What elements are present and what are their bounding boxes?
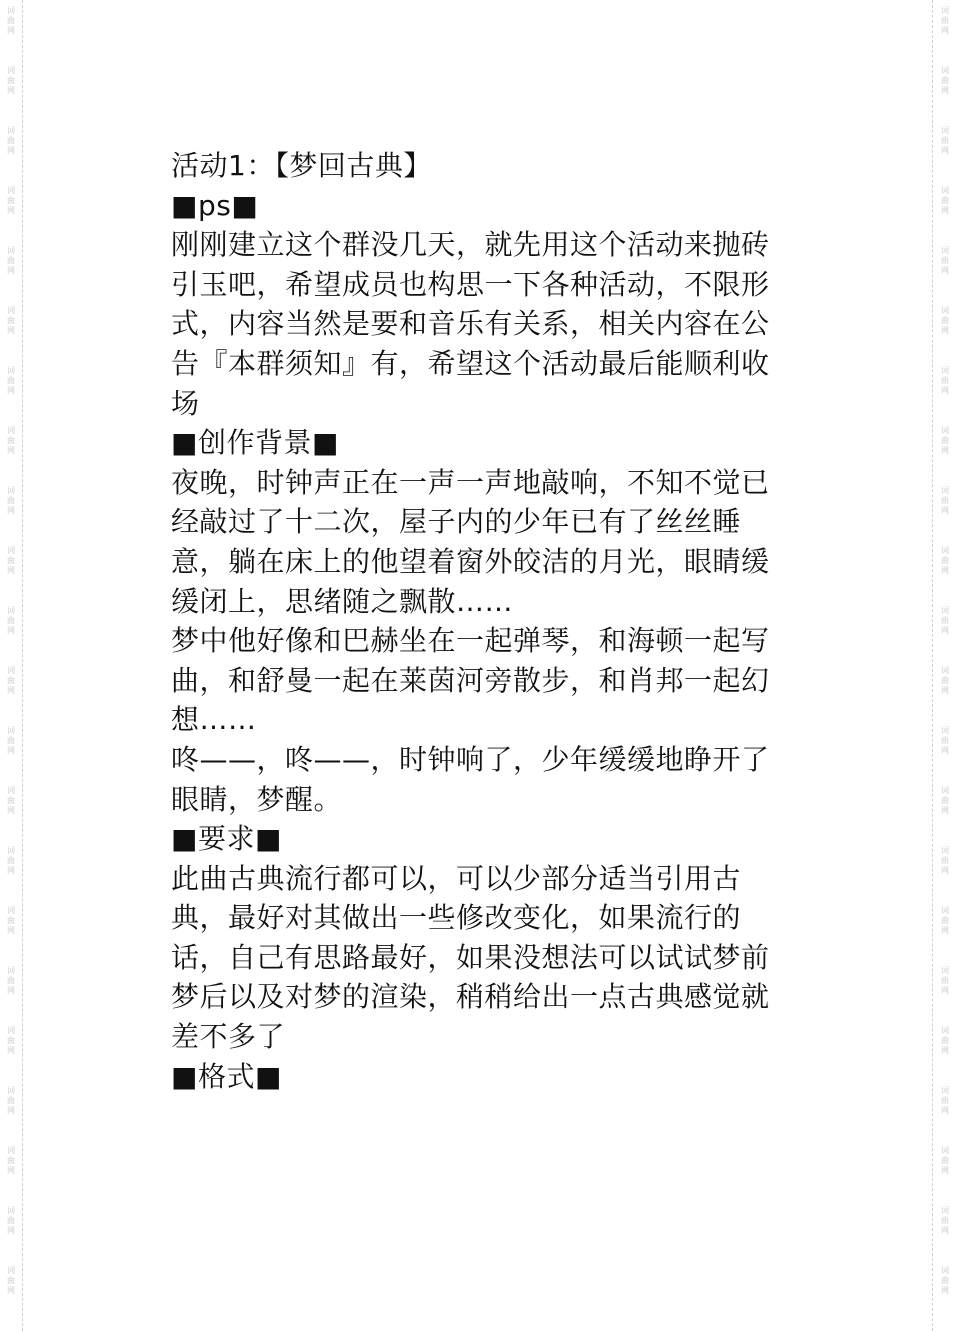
watermark-stamp: [3, 1206, 19, 1236]
watermark-char: 曲: [7, 1276, 15, 1285]
watermark-char: 曲: [7, 556, 15, 565]
watermark-char: 网: [7, 386, 15, 395]
watermark-stamp: [937, 1026, 953, 1056]
watermark-char: 词: [7, 1146, 15, 1155]
watermark-char: 网: [7, 86, 15, 95]
right-margin-rule: [932, 0, 933, 1331]
watermark-char: 网: [7, 806, 15, 815]
watermark-char: 网: [7, 506, 15, 515]
watermark-stamp: [937, 906, 953, 936]
watermark-char: 曲: [941, 436, 949, 445]
watermark-char: 曲: [7, 436, 15, 445]
watermark-char: 曲: [941, 1096, 949, 1105]
watermark-char: 网: [941, 86, 949, 95]
watermark-char: 网: [7, 446, 15, 455]
watermark-char: 曲: [7, 376, 15, 385]
watermark-char: 网: [941, 206, 949, 215]
watermark-char: 网: [941, 1286, 949, 1295]
watermark-char: 曲: [941, 196, 949, 205]
watermark-stamp: [937, 966, 953, 996]
left-margin-rule: [22, 0, 23, 1331]
left-watermark-column: [3, 0, 19, 1331]
watermark-stamp: [3, 366, 19, 396]
watermark-char: 词: [941, 846, 949, 855]
watermark-char: 网: [7, 866, 15, 875]
watermark-char: 曲: [7, 136, 15, 145]
watermark-char: 词: [7, 546, 15, 555]
watermark-char: 词: [941, 1206, 949, 1215]
watermark-char: 网: [941, 1106, 949, 1115]
watermark-stamp: [3, 246, 19, 276]
watermark-char: 网: [7, 1226, 15, 1235]
paragraph-background-3: 咚——，咚——，时钟响了，少年缓缓地睁开了眼睛，梦醒。: [171, 742, 770, 816]
watermark-char: 词: [941, 606, 949, 615]
watermark-char: 曲: [941, 976, 949, 985]
watermark-stamp: [3, 786, 19, 816]
watermark-stamp: [937, 126, 953, 156]
watermark-char: 词: [941, 1026, 949, 1035]
watermark-stamp: [3, 1266, 19, 1296]
paragraph-ps: 刚刚建立这个群没几天，就先用这个活动来抛砖引玉吧，希望成员也构思一下各种活动，不限形式，内容当然是要和音乐有关系，相关内容在公告『本群须知』有，希望这个活动最后能顺利收场: [171, 228, 770, 420]
watermark-char: 词: [941, 66, 949, 75]
watermark-stamp: [937, 786, 953, 816]
watermark-char: 网: [7, 146, 15, 155]
watermark-char: 曲: [941, 676, 949, 685]
watermark-char: 网: [941, 686, 949, 695]
watermark-char: 曲: [941, 916, 949, 925]
paragraph-background-2: 梦中他好像和巴赫坐在一起弹琴，和海顿一起写曲，和舒曼一起在莱茵河旁散步，和肖邦一起幻想……: [171, 624, 770, 737]
watermark-char: 词: [7, 1206, 15, 1215]
watermark-char: 曲: [941, 496, 949, 505]
watermark-char: 曲: [7, 976, 15, 985]
watermark-stamp: [937, 486, 953, 516]
watermark-char: 曲: [941, 1156, 949, 1165]
watermark-char: 曲: [7, 676, 15, 685]
watermark-char: 词: [941, 966, 949, 975]
watermark-char: 曲: [7, 796, 15, 805]
watermark-stamp: [937, 1146, 953, 1176]
watermark-char: 曲: [941, 76, 949, 85]
watermark-stamp: [937, 546, 953, 576]
watermark-stamp: [3, 966, 19, 996]
watermark-stamp: [3, 1146, 19, 1176]
watermark-char: 网: [941, 326, 949, 335]
watermark-char: 曲: [941, 796, 949, 805]
watermark-stamp: [937, 606, 953, 636]
watermark-char: 词: [7, 786, 15, 795]
watermark-char: 曲: [941, 856, 949, 865]
watermark-char: 词: [941, 366, 949, 375]
watermark-char: 词: [7, 126, 15, 135]
watermark-char: 词: [941, 906, 949, 915]
watermark-char: 曲: [941, 136, 949, 145]
watermark-char: 网: [941, 26, 949, 35]
watermark-stamp: [3, 1086, 19, 1116]
watermark-char: 网: [941, 1226, 949, 1235]
watermark-char: 词: [941, 726, 949, 735]
watermark-char: 词: [7, 186, 15, 195]
watermark-char: 曲: [7, 316, 15, 325]
watermark-char: 网: [7, 926, 15, 935]
watermark-stamp: [3, 486, 19, 516]
watermark-char: 词: [941, 246, 949, 255]
watermark-char: 词: [941, 306, 949, 315]
watermark-char: 曲: [7, 256, 15, 265]
watermark-char: 曲: [941, 256, 949, 265]
watermark-char: 曲: [7, 916, 15, 925]
watermark-char: 网: [941, 1166, 949, 1175]
watermark-stamp: [3, 666, 19, 696]
watermark-char: 词: [941, 546, 949, 555]
watermark-stamp: [937, 1266, 953, 1296]
watermark-char: 网: [7, 266, 15, 275]
watermark-stamp: [937, 1206, 953, 1236]
watermark-char: 词: [7, 906, 15, 915]
watermark-char: 词: [7, 846, 15, 855]
watermark-char: 曲: [7, 1216, 15, 1225]
watermark-char: 词: [7, 1266, 15, 1275]
watermark-stamp: [3, 126, 19, 156]
watermark-stamp: [937, 366, 953, 396]
watermark-char: 网: [7, 206, 15, 215]
watermark-char: 词: [7, 966, 15, 975]
watermark-char: 网: [941, 1046, 949, 1055]
watermark-char: 网: [7, 626, 15, 635]
watermark-stamp: [937, 246, 953, 276]
watermark-stamp: [937, 186, 953, 216]
watermark-char: 曲: [941, 376, 949, 385]
watermark-stamp: [937, 426, 953, 456]
watermark-stamp: [937, 66, 953, 96]
watermark-char: 曲: [941, 316, 949, 325]
watermark-char: 词: [7, 306, 15, 315]
document-body: [171, 146, 781, 1096]
watermark-char: 网: [941, 926, 949, 935]
watermark-char: 曲: [7, 856, 15, 865]
watermark-char: 网: [7, 1046, 15, 1055]
watermark-char: 词: [7, 66, 15, 75]
watermark-char: 词: [941, 126, 949, 135]
watermark-char: 网: [7, 566, 15, 575]
watermark-char: 词: [941, 786, 949, 795]
watermark-stamp: [3, 306, 19, 336]
watermark-stamp: [3, 426, 19, 456]
watermark-char: 词: [7, 486, 15, 495]
watermark-char: 网: [7, 1166, 15, 1175]
watermark-stamp: [3, 66, 19, 96]
watermark-char: 曲: [7, 1096, 15, 1105]
watermark-char: 网: [7, 986, 15, 995]
watermark-char: 词: [7, 666, 15, 675]
watermark-char: 曲: [941, 1036, 949, 1045]
watermark-char: 曲: [941, 1216, 949, 1225]
watermark-char: 词: [7, 246, 15, 255]
watermark-char: 网: [941, 626, 949, 635]
watermark-char: 曲: [7, 496, 15, 505]
watermark-char: 网: [941, 506, 949, 515]
watermark-char: 曲: [941, 16, 949, 25]
watermark-char: 网: [941, 146, 949, 155]
watermark-char: 曲: [7, 196, 15, 205]
watermark-stamp: [3, 606, 19, 636]
watermark-stamp: [3, 1026, 19, 1056]
watermark-char: 网: [941, 566, 949, 575]
watermark-char: 网: [7, 1106, 15, 1115]
activity-title: 活动1：【梦回古典】: [171, 149, 432, 182]
watermark-char: 网: [941, 386, 949, 395]
watermark-char: 词: [7, 366, 15, 375]
watermark-char: 曲: [941, 1276, 949, 1285]
paragraph-requirements: 此曲古典流行都可以，可以少部分适当引用古典，最好对其做出一些修改变化，如果流行的话，自己有思路最好，如果没想法可以试试梦前梦后以及对梦的渲染，稍稍给出一点古典感觉就差不多了: [171, 861, 770, 1054]
watermark-stamp: [937, 846, 953, 876]
watermark-stamp: [937, 726, 953, 756]
watermark-char: 网: [7, 746, 15, 755]
watermark-char: 曲: [941, 736, 949, 745]
watermark-stamp: [937, 666, 953, 696]
watermark-stamp: [3, 726, 19, 756]
watermark-char: 网: [7, 686, 15, 695]
watermark-char: 网: [941, 266, 949, 275]
watermark-char: 网: [7, 1286, 15, 1295]
watermark-char: 词: [941, 1146, 949, 1155]
watermark-stamp: [937, 6, 953, 36]
section-heading-ps: ■ps■: [171, 188, 259, 222]
watermark-stamp: [3, 846, 19, 876]
watermark-char: 曲: [7, 616, 15, 625]
watermark-char: 网: [7, 26, 15, 35]
watermark-char: 曲: [7, 76, 15, 85]
watermark-char: 词: [941, 666, 949, 675]
section-heading-background: ■创作背景■: [171, 426, 339, 460]
watermark-char: 词: [941, 186, 949, 195]
watermark-stamp: [3, 546, 19, 576]
watermark-char: 曲: [941, 616, 949, 625]
section-heading-format: ■格式■: [171, 1059, 282, 1093]
watermark-stamp: [3, 906, 19, 936]
watermark-stamp: [3, 186, 19, 216]
watermark-char: 词: [7, 1086, 15, 1095]
watermark-char: 曲: [7, 736, 15, 745]
right-watermark-column: [937, 0, 953, 1331]
section-heading-requirements: ■要求■: [171, 822, 282, 856]
watermark-char: 词: [941, 6, 949, 15]
watermark-stamp: [937, 306, 953, 336]
watermark-char: 网: [941, 806, 949, 815]
watermark-char: 词: [941, 486, 949, 495]
watermark-char: 网: [7, 326, 15, 335]
watermark-stamp: [937, 1086, 953, 1116]
watermark-char: 网: [941, 866, 949, 875]
watermark-char: 网: [941, 746, 949, 755]
watermark-char: 曲: [7, 1156, 15, 1165]
watermark-stamp: [3, 6, 19, 36]
watermark-char: 词: [941, 1266, 949, 1275]
watermark-char: 曲: [7, 16, 15, 25]
watermark-char: 词: [7, 726, 15, 735]
watermark-char: 曲: [941, 556, 949, 565]
watermark-char: 词: [7, 606, 15, 615]
watermark-char: 词: [7, 6, 15, 15]
watermark-char: 词: [7, 1026, 15, 1035]
watermark-char: 网: [941, 986, 949, 995]
paragraph-background-1: 夜晚，时钟声正在一声一声地敲响，不知不觉已经敲过了十二次，屋子内的少年已有了丝丝睡意，躺在床上的他望着窗外皎洁的月光，眼睛缓缓闭上，思绪随之飘散……: [171, 465, 770, 618]
watermark-char: 词: [941, 426, 949, 435]
watermark-char: 词: [7, 426, 15, 435]
watermark-char: 网: [941, 446, 949, 455]
watermark-char: 词: [941, 1086, 949, 1095]
watermark-char: 曲: [7, 1036, 15, 1045]
